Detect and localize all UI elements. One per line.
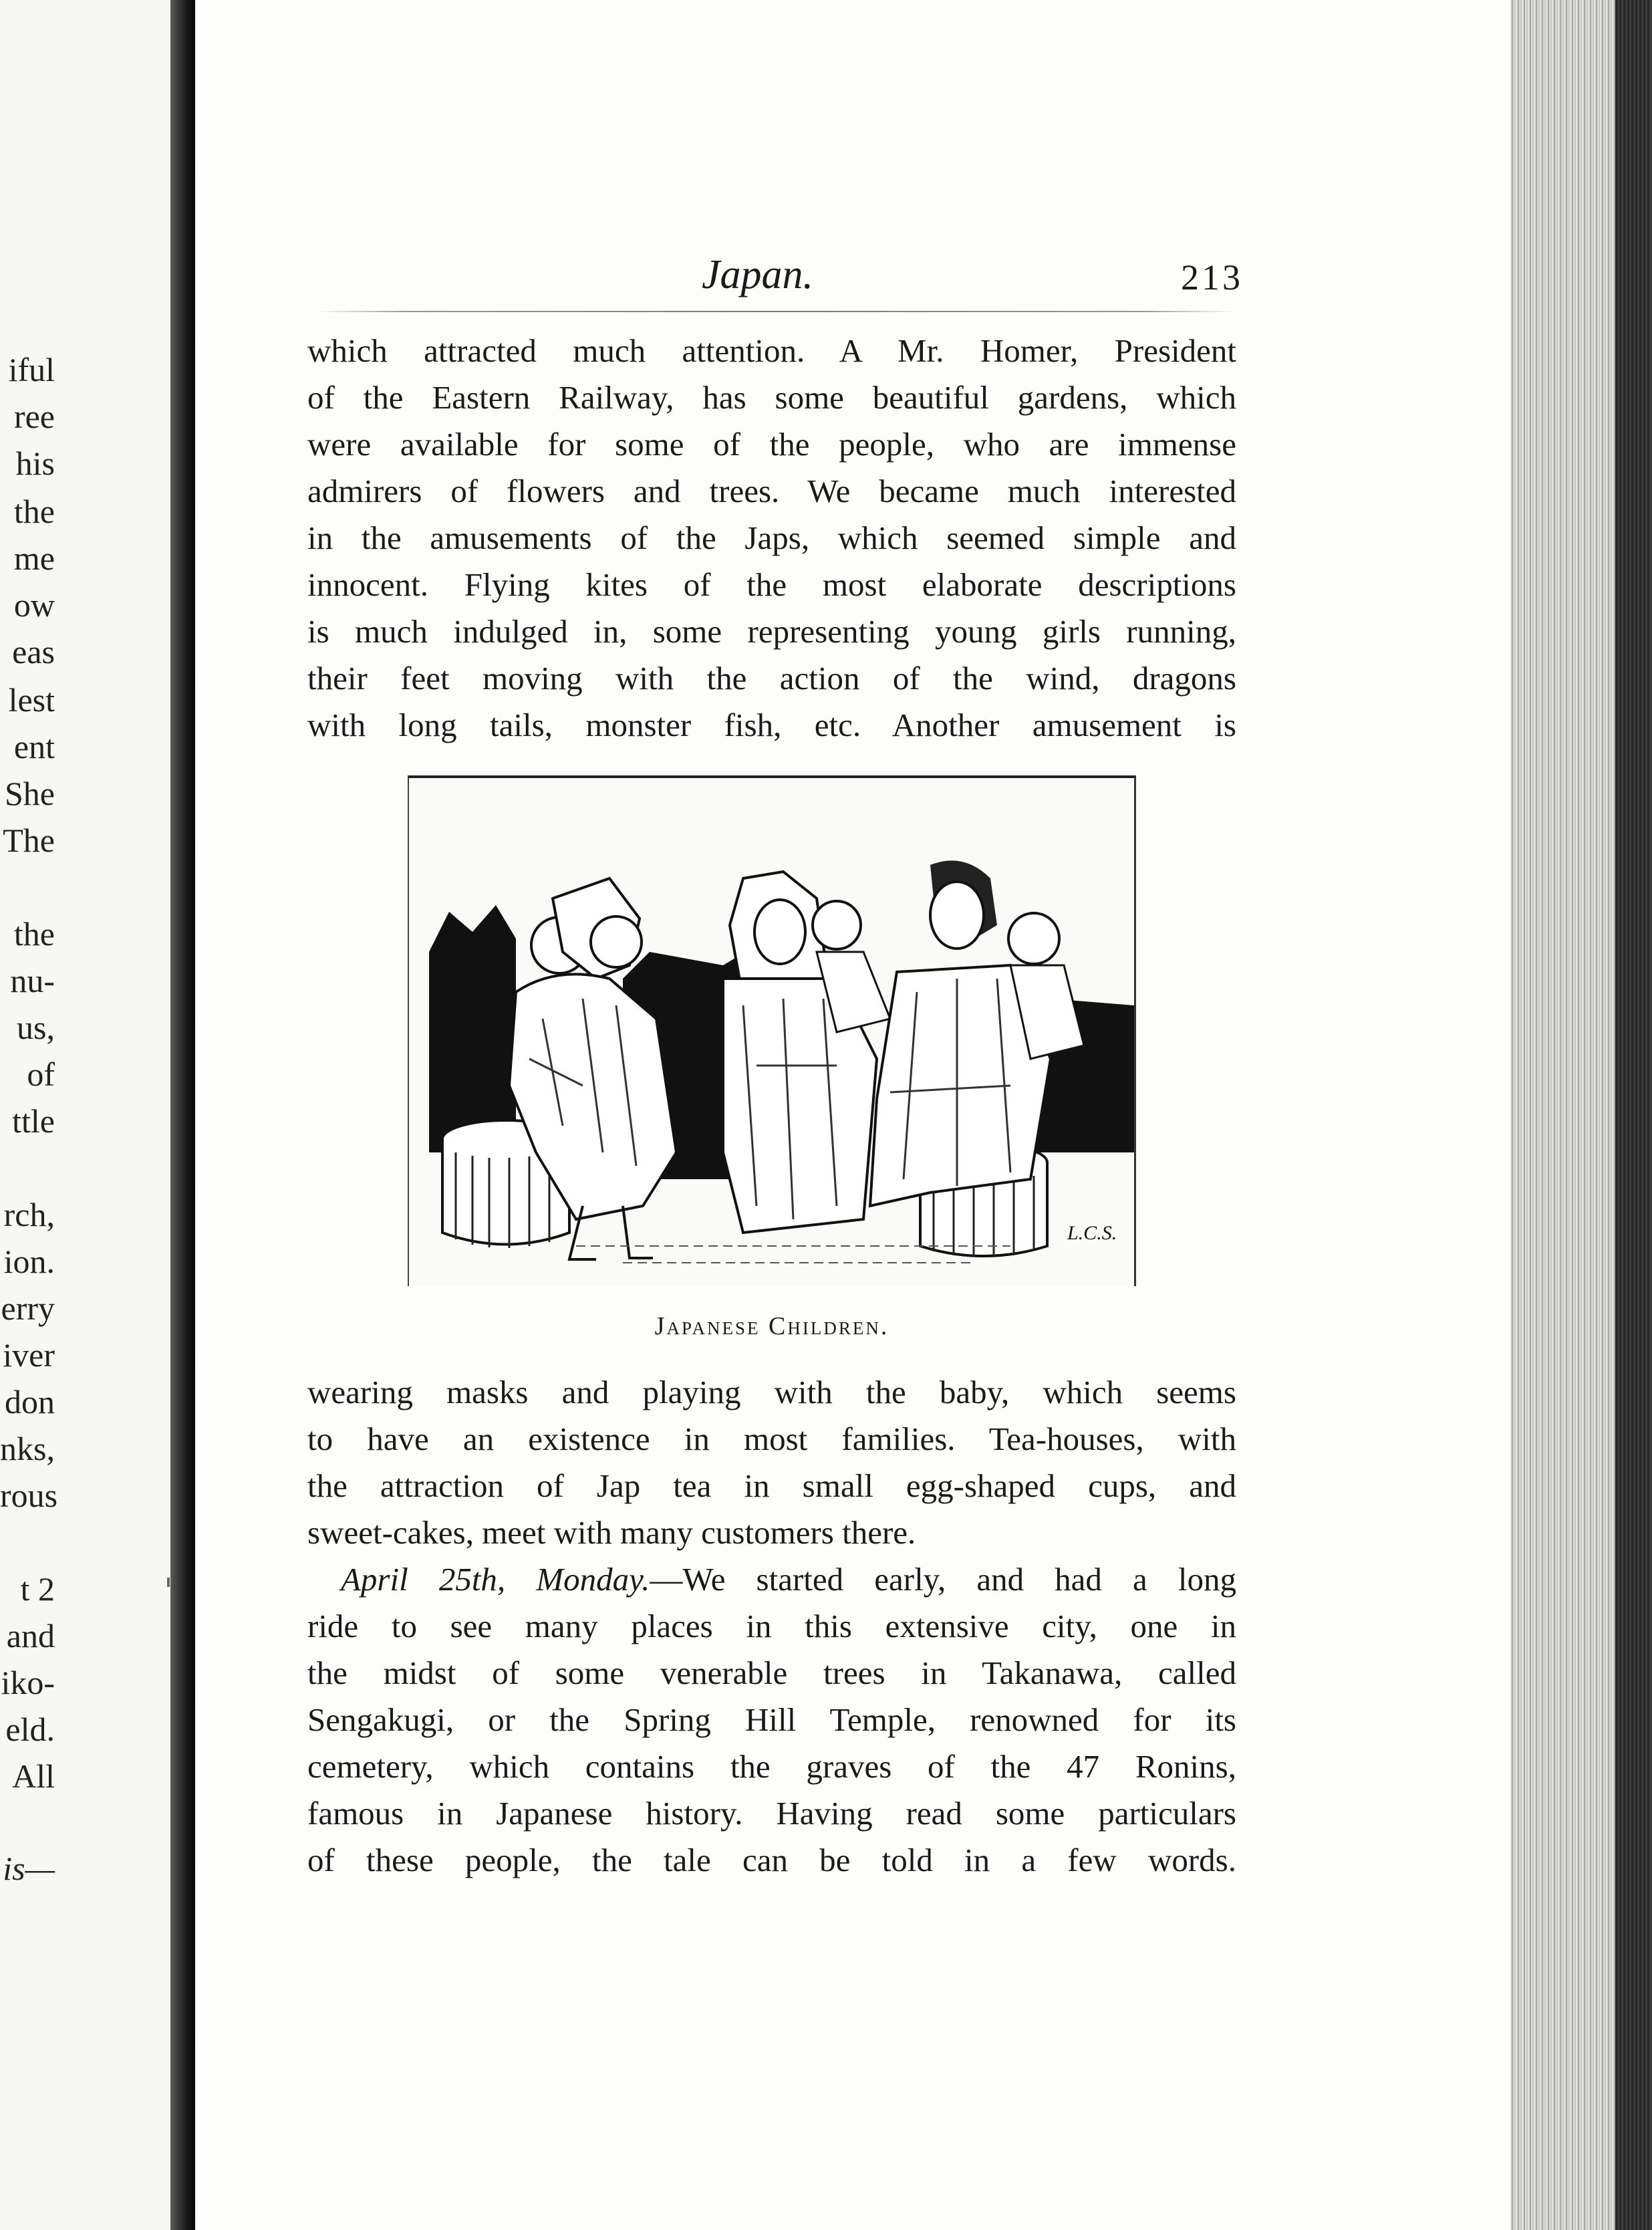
left-page-fragment: me [13,539,55,577]
figure-caption: Japanese Children. [654,1312,889,1340]
left-page-fragment: ttle [12,1102,55,1140]
header-rule [314,311,1236,312]
text-line: in the amusements of the Japs, which seemed simple and [307,519,1236,556]
left-page-fragment: and [6,1617,55,1654]
date-heading: April 25th, Monday. [341,1561,650,1598]
left-page-fragment: eas [12,633,55,670]
body-text-top [307,328,1236,749]
text-line: with long tails, monster fish, etc. Another amusement is [307,707,1236,743]
left-page-fragment: eld. [5,1711,55,1748]
left-page-fragment: lest [8,681,55,719]
illustration-japanese-children [408,775,1136,1286]
left-page-fragment: his [15,445,55,482]
left-page-fragment: rous [0,1477,58,1514]
text-line: were available for some of the people, who are immense [307,426,1236,463]
book-page-edges [1510,0,1652,2230]
left-page-fragment: us, [17,1009,55,1046]
paragraph-sengakugi [307,1603,1236,1884]
left-page-fragment: iver [3,1336,55,1374]
running-title: Japan. [702,252,814,297]
text-line: famous in Japanese history. Having read some particulars [307,1795,1236,1832]
left-page-fragment: is— [3,1850,55,1887]
text-line: admirers of flowers and trees. We became much interested [307,473,1236,509]
body-text-bottom [307,1369,1236,1884]
left-page-fragment: ion. [3,1243,55,1280]
left-page-fragment: erry [1,1289,55,1327]
text-line: of these people, the tale can be told in a few words. [307,1842,1236,1878]
left-page-fragment: rch, [3,1196,55,1233]
page-number: 213 [1181,257,1243,297]
left-page-fragment: The [3,822,55,859]
text-line: the midst of some venerable trees in Takanawa, called [307,1654,1236,1691]
left-page-fragment: ow [13,586,55,624]
text-line: Sengakugi, or the Spring Hill Temple, renowned for its [307,1701,1236,1738]
text-line: sweet-cakes, meet with many customers there. [307,1514,916,1551]
left-page-fragment: nu- [10,962,55,999]
left-page-fragment: All [12,1757,55,1795]
text-line: to have an existence in most families. Tea-houses, with [307,1420,1236,1457]
text-line: of the Eastern Railway, has some beautiful gardens, which [307,379,1236,416]
left-page-fragment: t 2 [20,1570,55,1608]
text-line: is much indulged in, some representing young girls running, [307,613,1236,650]
text-line-date-start [307,1556,1236,1603]
page-header [307,251,1243,305]
left-page-fragment: the [13,915,55,953]
left-page-fragment: nks, [0,1430,55,1467]
left-page-fragment: iko- [1,1664,55,1701]
text-line: which attracted much attention. A Mr. Homer, President [307,332,1236,369]
text-line: the attraction of Jap tea in small egg-shaped cups, and [307,1467,1236,1504]
left-page-fragment: of [27,1056,55,1093]
text-line: wearing masks and playing with the baby, which seems [307,1374,1236,1410]
left-page-fragment: ree [13,398,55,435]
text-line: ride to see many places in this extensive city, one in [307,1608,1236,1644]
paragraph-tea-houses [307,1369,1236,1556]
text-line: innocent. Flying kites of the most elaborate descriptions [307,566,1236,603]
gutter-mark [167,1578,170,1587]
text-line: their feet moving with the action of the wind, dragons [307,660,1236,697]
left-page-fragment: don [5,1383,55,1420]
text-line: cemetery, which contains the graves of the 47 Ronins, [307,1748,1236,1785]
left-page-fragment: ent [13,728,55,765]
left-page-fragment: She [5,775,55,812]
book-gutter-shadow [170,0,197,2230]
artist-initials: L.C.S. [1067,1222,1117,1244]
first-line-rest: —We started early, and had a long [650,1561,1236,1598]
children-illustration-drawing [409,778,1134,1286]
left-page-fragment: iful [8,351,55,388]
left-page-fragment: the [13,493,55,530]
